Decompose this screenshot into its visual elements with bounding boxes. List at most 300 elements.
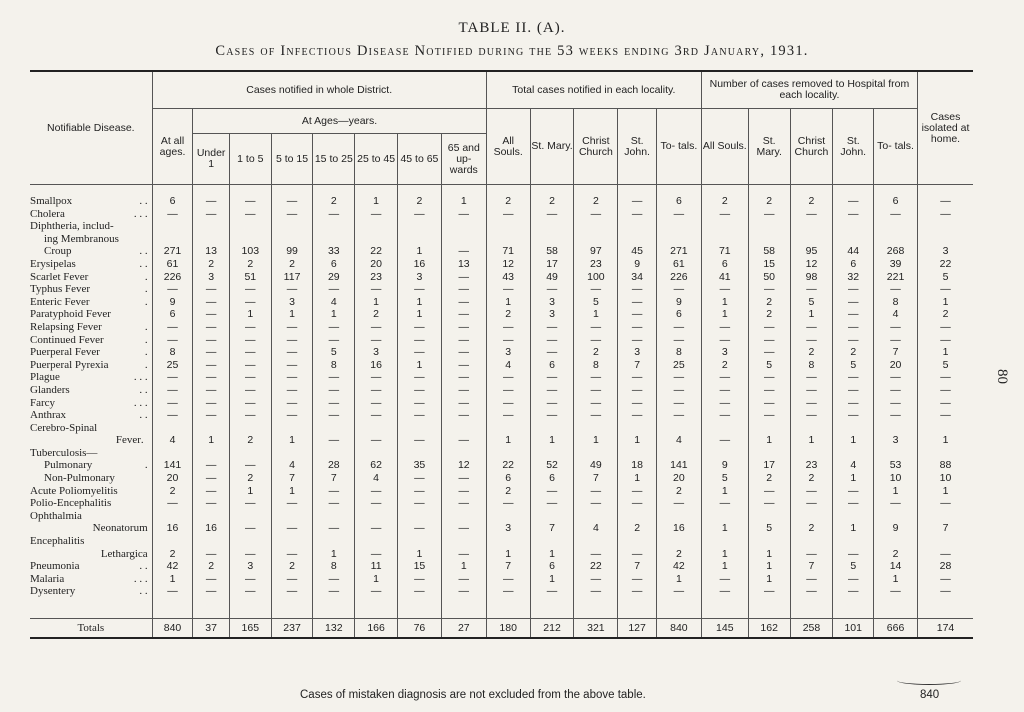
table-cell: 1 (355, 296, 398, 309)
table-cell: 3 (486, 522, 530, 535)
totals-cell: 174 (918, 619, 974, 639)
table-cell: — (193, 308, 230, 321)
table-cell (486, 422, 530, 435)
table-cell: — (530, 334, 574, 347)
table-cell: — (398, 522, 442, 535)
table-cell: 6 (530, 472, 574, 485)
table-cell (193, 535, 230, 548)
table-cell (441, 535, 486, 548)
table-cell: — (152, 208, 193, 221)
table-cell: 98 (790, 271, 833, 284)
table-cell: 16 (656, 522, 701, 535)
table-cell: 4 (152, 434, 193, 447)
table-cell: — (874, 384, 918, 397)
table-cell: 141 (656, 459, 701, 472)
table-cell: — (918, 497, 974, 510)
table-cell: — (790, 321, 833, 334)
table-cell: — (313, 585, 355, 598)
table-cell: 22 (918, 258, 974, 271)
table-cell: — (355, 208, 398, 221)
table-row (30, 485, 973, 498)
table-cell: — (271, 334, 313, 347)
table-cell: 7 (486, 560, 530, 573)
table-cell: 97 (574, 245, 618, 258)
leader-dots: . (144, 459, 148, 472)
table-cell: 5 (790, 296, 833, 309)
table-cell (574, 220, 618, 233)
table-cell: — (833, 208, 874, 221)
table-cell: 4 (313, 296, 355, 309)
table-cell: — (833, 371, 874, 384)
table-cell: 16 (398, 258, 442, 271)
leader-dots: . . . (133, 371, 148, 384)
table-cell: — (398, 397, 442, 410)
disease-name: Plague . . . (30, 371, 152, 384)
table-cell: — (530, 321, 574, 334)
table-cell: 3 (229, 560, 271, 573)
table-cell: — (441, 485, 486, 498)
table-cell: — (574, 208, 618, 221)
table-cell (701, 447, 748, 460)
table-cell: 2 (486, 195, 530, 208)
table-cell: 3 (918, 245, 974, 258)
table-cell: — (398, 434, 442, 447)
table-cell: — (701, 497, 748, 510)
table-cell: — (441, 346, 486, 359)
table-cell: — (229, 522, 271, 535)
table-cell: 2 (701, 359, 748, 372)
table-cell: 9 (152, 296, 193, 309)
table-cell (313, 422, 355, 435)
table-cell (790, 220, 833, 233)
disease-name: Puerperal Fever . (30, 346, 152, 359)
table-cell: — (398, 485, 442, 498)
table-cell: 7 (918, 522, 974, 535)
table-cell: 1 (701, 560, 748, 573)
table-cell: — (229, 296, 271, 309)
table-cell: 5 (748, 359, 790, 372)
table-cell: 20 (355, 258, 398, 271)
table-cell (271, 220, 313, 233)
header-loc-st-john: St. John. (618, 109, 657, 185)
table-cell: — (152, 384, 193, 397)
table-cell: 1 (486, 548, 530, 561)
table-cell: — (918, 371, 974, 384)
table-cell (656, 510, 701, 523)
table-cell (874, 233, 918, 246)
table-cell: 18 (618, 459, 657, 472)
table-cell: — (193, 409, 230, 422)
table-row (30, 258, 973, 271)
table-cell: 34 (618, 271, 657, 284)
header-isolated: Cases isolated at home. (918, 71, 974, 185)
table-cell: 3 (486, 346, 530, 359)
table-cell: 1 (618, 472, 657, 485)
table-cell: 1 (271, 485, 313, 498)
table-cell: — (701, 371, 748, 384)
table-cell: 2 (271, 258, 313, 271)
table-cell: — (618, 409, 657, 422)
table-cell: 226 (656, 271, 701, 284)
table-cell: 1 (701, 296, 748, 309)
table-row (30, 422, 973, 435)
table-cell: — (355, 585, 398, 598)
header-loc-st-mary: St. Mary. (530, 109, 574, 185)
table-cell (271, 510, 313, 523)
footnote-brace (897, 676, 961, 685)
table-cell (574, 510, 618, 523)
table-cell: 6 (833, 258, 874, 271)
table-cell (701, 220, 748, 233)
table-cell (229, 447, 271, 460)
table-cell: — (574, 397, 618, 410)
table-cell: — (833, 409, 874, 422)
disease-name: Typhus Fever . (30, 283, 152, 296)
table-cell (748, 535, 790, 548)
table-cell: — (618, 308, 657, 321)
table-cell: — (701, 434, 748, 447)
table-cell: 2 (574, 346, 618, 359)
table-cell: — (441, 384, 486, 397)
table-cell: — (229, 548, 271, 561)
table-cell: 51 (229, 271, 271, 284)
disease-name: Tuberculosis— (30, 446, 98, 459)
table-cell: — (748, 409, 790, 422)
table-cell (271, 422, 313, 435)
table-cell (574, 535, 618, 548)
table-cell (229, 422, 271, 435)
table-cell: — (355, 371, 398, 384)
header-rem-st-john: St. John. (833, 109, 874, 185)
table-cell: — (229, 409, 271, 422)
table-cell (313, 233, 355, 246)
table-cell (918, 422, 974, 435)
table-cell: — (355, 283, 398, 296)
table-cell: 1 (874, 573, 918, 586)
table-cell: — (441, 548, 486, 561)
table-cell: — (486, 321, 530, 334)
table-cell (355, 510, 398, 523)
table-cell: 3 (701, 346, 748, 359)
table-cell: — (441, 397, 486, 410)
table-cell: — (229, 208, 271, 221)
table-cell (530, 535, 574, 548)
table-cell: 8 (152, 346, 193, 359)
table-cell: — (152, 371, 193, 384)
table-cell (313, 510, 355, 523)
table-cell: 2 (701, 195, 748, 208)
table-cell: 8 (874, 296, 918, 309)
table-cell: 4 (833, 459, 874, 472)
table-cell: — (152, 397, 193, 410)
header-age-under-1: Under 1 (193, 134, 230, 185)
table-cell: 29 (313, 271, 355, 284)
table-cell: — (193, 346, 230, 359)
table-cell: 16 (355, 359, 398, 372)
table-cell (229, 233, 271, 246)
table-cell: — (441, 497, 486, 510)
table-cell: — (229, 321, 271, 334)
disease-name: Fever . (30, 434, 152, 447)
disease-name: Croup . . (30, 245, 152, 258)
table-cell: 3 (398, 271, 442, 284)
table-row (30, 271, 973, 284)
table-cell: — (193, 472, 230, 485)
table-cell (530, 233, 574, 246)
table-cell: 1 (441, 560, 486, 573)
table-cell: 99 (271, 245, 313, 258)
table-cell: — (833, 485, 874, 498)
table-cell: — (193, 397, 230, 410)
table-cell: — (398, 472, 442, 485)
table-cell: — (271, 346, 313, 359)
table-cell: 1 (441, 195, 486, 208)
disease-name: Encephalitis (30, 535, 85, 548)
table-cell: 1 (701, 308, 748, 321)
leader-dots: . . (139, 585, 148, 598)
table-row (30, 371, 973, 384)
table-cell: 42 (152, 560, 193, 573)
leader-dots: . . (139, 245, 148, 258)
leader-dots: . (144, 295, 148, 308)
table-cell: — (790, 485, 833, 498)
disease-name: Non-Pulmonary (44, 472, 115, 485)
table-cell: — (229, 459, 271, 472)
table-cell: — (790, 208, 833, 221)
table-title: TABLE II. (A). (458, 20, 566, 36)
table-cell: 1 (833, 472, 874, 485)
table-cell: 33 (313, 245, 355, 258)
table-cell (874, 422, 918, 435)
table-cell: — (441, 271, 486, 284)
table-cell: — (618, 195, 657, 208)
table-cell: — (618, 397, 657, 410)
table-cell (193, 422, 230, 435)
table-cell: 42 (656, 560, 701, 573)
table-cell: — (918, 397, 974, 410)
totals-row (30, 619, 973, 639)
table-cell: — (701, 283, 748, 296)
table-cell: — (748, 497, 790, 510)
table-cell: — (748, 208, 790, 221)
table-cell: — (193, 548, 230, 561)
table-cell (530, 422, 574, 435)
table-cell: — (918, 321, 974, 334)
table-cell: 1 (355, 573, 398, 586)
table-cell: — (398, 409, 442, 422)
table-cell: 71 (486, 245, 530, 258)
table-cell: 9 (656, 296, 701, 309)
disease-name: Anthrax . . (30, 409, 152, 422)
table-cell: — (874, 283, 918, 296)
table-cell: 20 (656, 472, 701, 485)
table-cell: — (833, 195, 874, 208)
table-cell (874, 220, 918, 233)
table-cell: 6 (313, 258, 355, 271)
table-cell: — (193, 371, 230, 384)
table-cell: — (313, 409, 355, 422)
table-cell (355, 422, 398, 435)
table-row (30, 346, 973, 359)
table-cell: 2 (152, 548, 193, 561)
table-cell: — (152, 409, 193, 422)
table-cell: — (918, 573, 974, 586)
table-cell: — (152, 283, 193, 296)
leader-dots: . (144, 333, 148, 346)
page-number: 80 (994, 369, 1010, 384)
leader-dots: . . . (133, 207, 148, 220)
table-cell: 22 (355, 245, 398, 258)
table-cell: 2 (790, 195, 833, 208)
table-cell: 2 (229, 434, 271, 447)
table-row (30, 220, 973, 233)
table-cell (574, 447, 618, 460)
table-cell: — (874, 371, 918, 384)
table-cell: — (618, 321, 657, 334)
table-cell: 1 (398, 296, 442, 309)
table-cell: 25 (152, 359, 193, 372)
table-cell: 7 (530, 522, 574, 535)
table-cell: 6 (656, 195, 701, 208)
table-cell: 10 (874, 472, 918, 485)
totals-cell: 162 (748, 619, 790, 639)
table-cell: 2 (398, 195, 442, 208)
table-cell: — (701, 208, 748, 221)
table-cell (229, 535, 271, 548)
table-cell: 271 (656, 245, 701, 258)
header-rem-christ-church: Christ Church (790, 109, 833, 185)
table-cell: 1 (748, 573, 790, 586)
table-row (30, 434, 973, 447)
table-cell (441, 220, 486, 233)
table-cell: 9 (874, 522, 918, 535)
leader-dots: . . (139, 257, 148, 270)
table-cell (790, 535, 833, 548)
table-cell: 5 (701, 472, 748, 485)
table-cell: 23 (355, 271, 398, 284)
table-cell (398, 422, 442, 435)
table-cell: — (193, 485, 230, 498)
table-cell: — (193, 321, 230, 334)
table-cell (355, 535, 398, 548)
table-cell: 58 (530, 245, 574, 258)
table-cell: — (790, 573, 833, 586)
disease-name: Continued Fever . (30, 334, 152, 347)
table-cell: — (271, 573, 313, 586)
table-cell: 100 (574, 271, 618, 284)
table-cell: — (398, 346, 442, 359)
table-cell: — (229, 371, 271, 384)
table-cell: — (833, 384, 874, 397)
table-cell: — (618, 296, 657, 309)
leader-dots: . . (139, 195, 148, 207)
table-cell: 45 (618, 245, 657, 258)
table-cell: — (398, 585, 442, 598)
table-cell (618, 233, 657, 246)
table-cell: — (656, 283, 701, 296)
table-cell: — (152, 585, 193, 598)
table-row (30, 459, 973, 472)
table-cell (271, 233, 313, 246)
table-cell: — (618, 548, 657, 561)
table-cell: — (790, 397, 833, 410)
table-row (30, 510, 973, 523)
table-cell (355, 233, 398, 246)
table-cell: 2 (874, 548, 918, 561)
table-cell: — (355, 434, 398, 447)
table-cell: — (618, 283, 657, 296)
header-notifiable-disease: Notifiable Disease. (30, 71, 152, 185)
table-cell: — (355, 485, 398, 498)
table-cell: — (701, 334, 748, 347)
table-cell: — (441, 573, 486, 586)
table-cell: — (748, 371, 790, 384)
table-cell: 8 (313, 560, 355, 573)
table-cell: — (790, 548, 833, 561)
table-cell (790, 510, 833, 523)
totals-cell: 145 (701, 619, 748, 639)
table-cell: 1 (398, 359, 442, 372)
table-cell (152, 422, 193, 435)
table-cell: — (790, 585, 833, 598)
table-cell (874, 447, 918, 460)
table-row (30, 384, 973, 397)
table-body (30, 185, 973, 639)
table-cell: — (271, 321, 313, 334)
table-cell: 8 (574, 359, 618, 372)
table-cell: — (618, 573, 657, 586)
disease-name: Cholera . . . (30, 208, 152, 221)
table-cell: — (441, 585, 486, 598)
table-cell: — (574, 548, 618, 561)
table-cell (152, 220, 193, 233)
table-cell (229, 220, 271, 233)
table-cell (618, 535, 657, 548)
table-cell (874, 535, 918, 548)
table-cell: 12 (486, 258, 530, 271)
table-cell: 1 (833, 522, 874, 535)
table-cell (833, 447, 874, 460)
header-locality: Total cases notified in each locality. (486, 71, 701, 109)
table-cell: — (313, 485, 355, 498)
table-cell: 6 (701, 258, 748, 271)
table-cell: 10 (918, 472, 974, 485)
table-cell: — (918, 409, 974, 422)
table-cell: — (152, 321, 193, 334)
table-cell: 1 (701, 522, 748, 535)
table-cell: — (833, 308, 874, 321)
table-cell: 43 (486, 271, 530, 284)
table-subtitle: Cases of Infectious Disease Notified during the 53 weeks ending 3rd January, 1931. (215, 43, 809, 59)
footnote-total: 840 (920, 689, 940, 701)
table-cell (833, 220, 874, 233)
header-age-45-65: 45 to 65 (398, 134, 442, 185)
table-cell: — (229, 283, 271, 296)
table-cell: 2 (748, 308, 790, 321)
table-cell: 4 (574, 522, 618, 535)
table-cell: 71 (701, 245, 748, 258)
table-cell: 1 (152, 573, 193, 586)
table-cell: — (398, 283, 442, 296)
table-cell: 2 (229, 472, 271, 485)
leader-dots: . (140, 434, 144, 447)
table-cell: 3 (355, 346, 398, 359)
table-cell (486, 220, 530, 233)
table-cell (398, 233, 442, 246)
table-cell: 1 (748, 434, 790, 447)
table-cell: 44 (833, 245, 874, 258)
table-cell (229, 510, 271, 523)
